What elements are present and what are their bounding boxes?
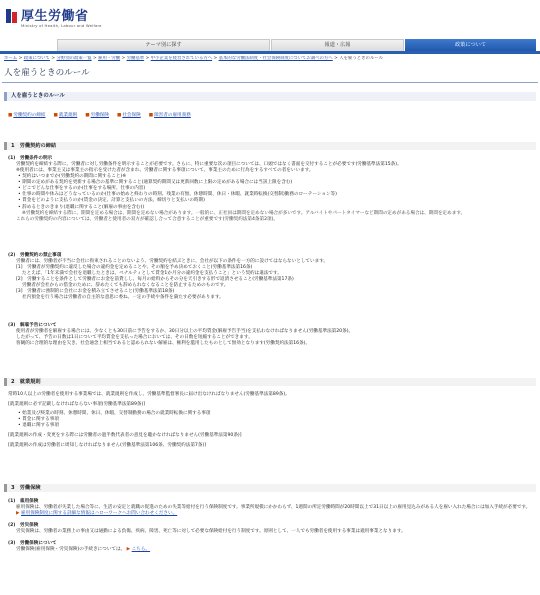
employment-insurance-link-row [16,511,536,517]
tab-themes[interactable]: テーマ別に探す [57,39,270,51]
item-title: (3) 解雇予告について [8,323,57,328]
paragraph: 常時10人以上の労働者を使用する事業場では、就業規則を作成し、労働基準監督署長に届け出なければなりません(労働基準法第89条)。 [8,392,290,397]
breadcrumb-basics[interactable]: 基本的な労働法制度・社会保険制度についてお調べの方へ [218,56,333,61]
arrow-icon: ■ [85,113,90,118]
arrow-icon: ■ [148,113,154,118]
paragraph: 労働者には、労働者が不当に会社に拘束されることのないよう、労働契約を結ぶときに、会社が以下の条件を一方的に設けてはならないとしています。 [16,259,329,265]
paragraph: 雇用保険は、労働者が失業した場合等に、生活の安定と就職の促進のための失業等給付を行う保険制度です。事業所規模にかかわらず、1週間の所定労働時間が20時間以上で31日以上の雇用見込みがある人を雇い入れた場合には加入手続が必要です。 [16,505,531,511]
breadcrumb-labor-standards[interactable]: 労働基準 [126,56,145,61]
note: [就業規則の作成は労働者に周知しなければなりません(労働基準法第106条、労働契約法第7条)] [8,443,207,449]
paragraph: 労災保険は、労働者の業務上の事由又は通勤による負傷、疾病、障害、死亡等に対して必要な保険給付を行う制度です。原則として、一人でも労働者を使用する事業は適用事業となります。 [16,529,406,535]
section-contract-prohibitions [8,252,536,302]
hellowork-link[interactable]: 雇用保険制度に関する詳細な情報はハローワークへお問い合わせください。 [21,511,178,517]
section-heading-rules: 2 就業規則 [4,378,536,386]
item-title: (1) 労働条件の明示 [8,156,53,161]
main-heading: 人を雇うときのルール [4,92,536,101]
arrow-icon: ■ [53,113,58,118]
toc-item [54,113,78,119]
paragraph: ※使用者には、事業主又は事業主の指示を受けた者が含まれ、労働者に関する事項について、事業主のために行為をするすべての者をいいます。 [16,168,314,174]
paragraph: [就業規則に必ず記載しなければならない事項(労働基準法第89条)] [8,402,146,408]
section-contract-body [8,155,536,223]
paragraph: たとえば、「1年未満で会社を退職したときは、ペナルティとして賃金1か月分の違約金を支払うこと」という契約は違法です。 [22,271,282,277]
breadcrumb-policy-list[interactable]: 分野別の政策一覧 [56,56,92,61]
toc-link-labor-insurance[interactable]: 労働保険 [90,113,109,118]
toc-link-disability[interactable]: 障害者の雇用義務 [154,113,191,118]
toc-item [117,113,141,119]
paragraph: 社内預金を行う場合は労働者の自主的な意思に委ね、一定の手続や条件を満たす必要があります。 [22,295,224,301]
paragraph: [2] 労働することを条件として労働者にお金を前貸しし、毎月の給料からその分を天引きする形で返済させること(労働基準法第17条) [16,277,294,283]
toc-item [85,113,109,119]
site-title[interactable]: 厚生労働省 [21,9,89,24]
breadcrumb-current: 人を雇うときのルール [339,56,384,61]
list-item: • 賃金をどのように支払うのか(賃金の決定、計算と支払いの方法、締切りと支払いの時期) [18,198,536,204]
list-item: • どこでどんな仕事をするのか(仕事をする場所、仕事の内容) [18,186,536,192]
toc-link-rules[interactable]: 就業規則 [58,113,78,118]
arrow-icon: ■ [116,113,122,118]
toc-link-social-insurance[interactable]: 社会保険 [122,113,141,118]
paragraph: [3] 労働者に強制的に会社にお金を積み立てさせること(労働基準法第18条) [16,289,175,295]
breadcrumb-employment[interactable]: 雇用・労働 [98,56,121,61]
section-heading-labor-insurance: 3 労働保険 [4,484,536,492]
list-item: • 仕事の時間や休みはどうなっているのか(仕事の始めと終わりの時刻、残業の有無、休憩時間、休日・休暇、就業時転換(交替制)勤務のローテーション等) [18,192,536,198]
breadcrumb-sme[interactable]: 中小企業を経営されている方へ [150,56,213,61]
labor-insurance-procedure-row [16,547,536,553]
section-dismissal [8,322,536,347]
list-item: • 賃金に関する事項 [18,417,536,423]
list-item: • 契約はいつまでか(労働契約の期間に関すること)※ [18,174,536,180]
paragraph: 客観的に合理的な理由を欠き、社会通念上相当であると認められない解雇は、権利を濫用したものとして無効となります(労働契約法第16条)。 [16,341,311,347]
item-title: (1) 雇用保険 [8,499,39,504]
global-nav [0,39,540,51]
toc-item [8,113,46,119]
nav-underline [0,51,540,54]
paragraph: 使用者が労働者を解雇する場合には、少なくとも30日前に予告をするか、30日分以上の平均賃金(解雇予告手当)を支払わなければなりません(労働基準法第20条)。 [16,329,354,335]
list-item: • 退職に関する事項 [18,423,536,429]
site-subtitle: Ministry of Health, Labour and Welfare [21,23,102,28]
toc-item [149,113,191,119]
section-heading-contract: 1 労働契約の締結 [4,142,536,150]
item-title: (2) 労災保険 [8,523,39,529]
arrow-icon: ▶ [126,547,131,553]
note: [就業規則の作成・変更をする際には労働者の過半数代表者の意見を聴かなければなりません(労働基準法第90条)] [8,433,242,439]
note: ※労働契約を締結する際に、期間を定める場合は、期間を定めない場合があります。一般的に、正社員は期間を定めない場合が多いです。アルバイトやパートタイマーなど期間の定めがある場合は、期間を定めます。 [22,210,466,216]
note: これらの労働契約の内容については、労働者と使用者の双方が確認し合って合意することが重要です(労働契約法第4条第2項)。 [16,216,278,222]
breadcrumb: ホーム > 政策について > 分野別の政策一覧 > 雇用・労働 > 労働基準 > 中小企業を経営されている方へ > 基本的な労働法制度・社会保険制度についてお調べの方へ > 人を雇うときのルール [4,56,384,61]
paragraph: 労働者が会社からの借金のために、辞めたくても辞められなくなることを防止するためのものです。 [22,283,229,289]
paragraph: [1] 労働者が労働契約に違反した場合の違約金を定めることや、その額を予め決めておくこと(労働基準法第16条) [16,265,253,271]
section-labor-insurance-body [8,498,536,553]
list-item: • 辞めるときのきまり(退職に関すること(解雇の事由を含む)) [18,205,536,211]
item-title: (3) 労働保険について [8,541,57,547]
page-title: 人を雇うときのルール [4,68,90,78]
list-item: • 始業及び終業の時刻、休憩時間、休日、休暇、交替制勤務の場合の就業時転換に関する事項 [18,411,536,417]
paragraph: 労働契約を締結する際に、労働者に対し労働条件を明示することが必要です。さらに、特に重要な次の項目については、口頭ではなく書面を交付することが必要です(労働基準法第15条)。 [16,162,402,168]
title-divider [2,82,538,83]
section-rules-body [8,392,536,449]
breadcrumb-policy[interactable]: 政策について [23,56,50,61]
table-of-contents [8,113,191,119]
tab-press[interactable]: 報道・広報 [271,39,404,51]
breadcrumb-home[interactable]: ホーム [4,56,18,61]
tab-policy[interactable]: 政策について [405,39,536,51]
mhlw-logo-icon[interactable] [6,9,18,23]
paragraph: 労働保険(雇用保険・労災保険)の手続きについては、 [16,547,126,553]
list-item: • 期間の定めがある契約を更新する場合の基準に関すること(通算契約期間又は更新回数に上限の定めがある場合には当該上限を含む) [18,180,536,186]
site-header [0,0,540,38]
arrow-icon: ■ [8,113,13,118]
item-title: (2) 労働契約の禁止事項 [8,253,62,258]
toc-link-contract[interactable]: 労働契約の締結 [13,113,46,118]
procedure-link[interactable]: こちら。 [131,547,151,553]
paragraph: したがって、予告の日数は1日について平均賃金を支払った場合においては、その日数を短縮することができます。 [16,335,253,341]
arrow-icon: ▶ [16,511,20,517]
